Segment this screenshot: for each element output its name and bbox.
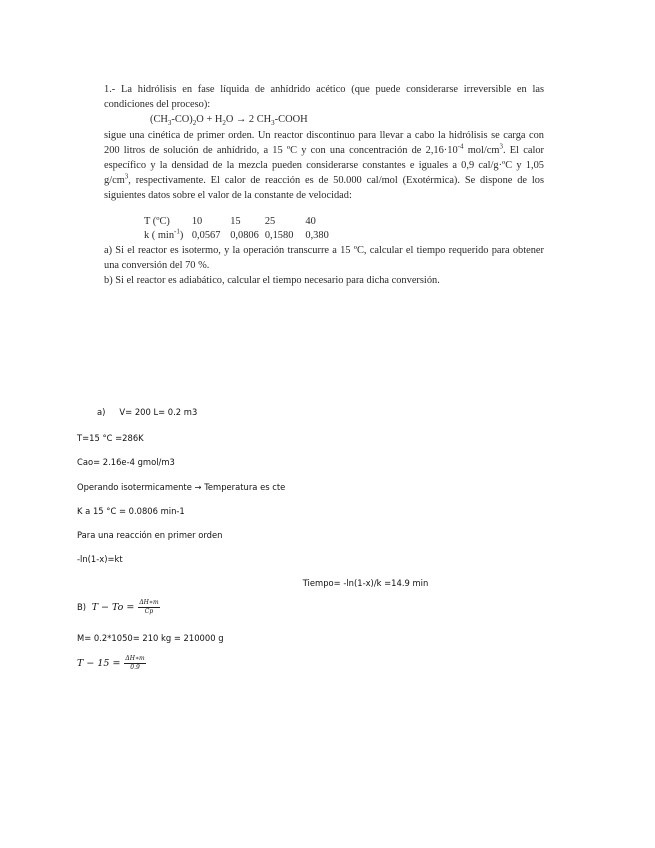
problem-body: sigue una cinética de primer orden. Un reactor discontinuo para llevar a cabo la hidrólisis se carga con 200 litros de solución de anhídrido, a 15 ºC y con una concentración de $2,16\cdot 10^{-4}$ mol/$cm^3$. El calor específico y la densidad de la mezcla pueden considerarse constantes e iguales a 0,9 cal/g·ºC y 1,05 $g/cm^3$, respectivamente. El calor de reacción es de 50.000 cal/mol (Exotérmica). Se dispone de los siguientes datos sobre el valor de la constante de velocidad:: [104, 129, 545, 202]
problem-statement: [104, 82, 544, 288]
k-value: 0,380: [305, 229, 329, 241]
energy-balance-substituted: T − 15 = $\frac{\Delta H∗m}{0.9}$: [77, 655, 145, 671]
k-value: 0,0806: [230, 229, 259, 241]
solution-isothermal-note: Operando isotermicamente → Temperatura es cte: [77, 482, 286, 492]
temperature-value: 10: [191, 215, 203, 227]
solution-time-result: Tiempo= -ln(1-x)/k =14.9 min: [302, 578, 429, 588]
solution-b-equation: B) T − To = $\frac{\Delta H∗m}{Cp}$: [77, 599, 159, 615]
solution-rate-law: -ln(1-x)=kt: [77, 554, 123, 564]
solution-mass: M= 0.2*1050= 210 kg = 210000 g: [77, 633, 224, 643]
energy-balance-equation: T − To = $\frac{\Delta H∗m}{Cp}$: [91, 599, 159, 615]
temperature-value: 40: [305, 215, 316, 227]
rate-constant-table: [144, 215, 337, 243]
k-label: k ( $\min^{-1}$): [144, 227, 184, 241]
solution-k-value: K a 15 °C = 0.0806 min-1: [77, 506, 185, 516]
temperature-label: T (ºC): [144, 215, 170, 227]
temperature-value: 15: [230, 215, 241, 227]
reaction-equation: $(CH_3-CO)_2O + H_2O \to 2$ $CH_3$-COOH: [150, 114, 308, 128]
temperature-row: [144, 215, 337, 229]
solution-b-equation-2: [77, 655, 146, 672]
temperature-value: 25: [264, 215, 276, 227]
k-value: 0,1580: [264, 229, 294, 241]
solution-a-volume: a) V= 200 L= 0.2 m3: [97, 407, 198, 417]
k-row: [144, 229, 337, 243]
k-value: 0,0567: [191, 229, 221, 241]
question-a: a) Si el reactor es isotermo, y la operación transcurre a 15 ºC, calcular el tiempo requerido para obtener una conversión del 70 %.: [104, 244, 544, 271]
question-b: b) Si el reactor es adiabático, calcular el tiempo necesario para dicha conversión.: [104, 275, 440, 287]
solution-temperature: T=15 °C =286K: [77, 433, 144, 443]
solution-initial-concentration: Cao= 2.16e-4 gmol/m3: [77, 457, 175, 467]
solution-first-order-note: Para una reacción en primer orden: [77, 530, 223, 540]
problem-intro: 1.- La hidrólisis en fase líquida de anhídrido acético (que puede considerarse irreversible en las condiciones del proceso):: [104, 84, 544, 111]
